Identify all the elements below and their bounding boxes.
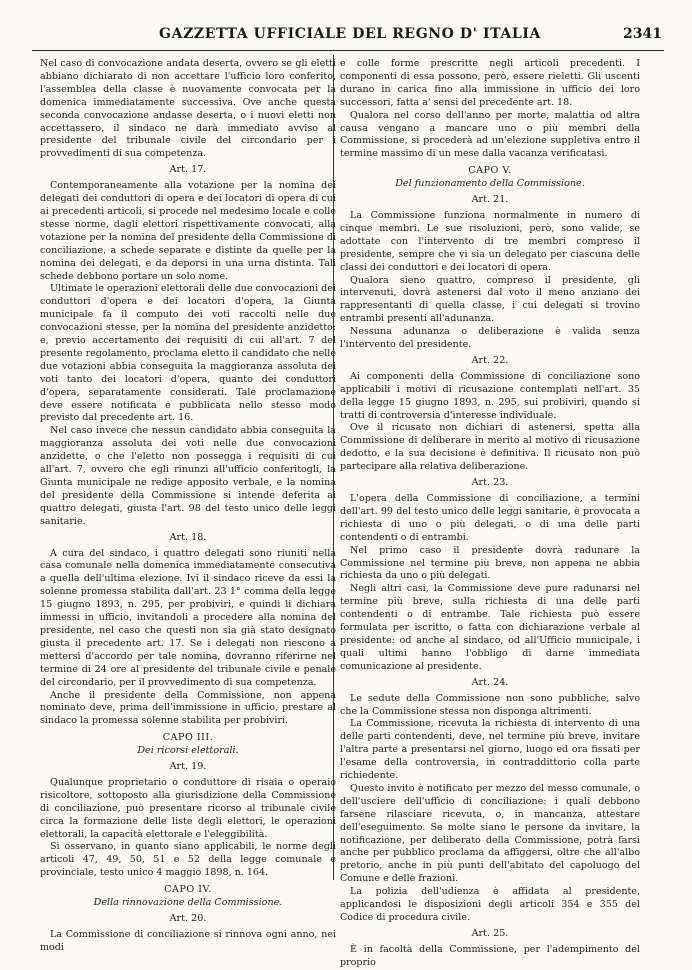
article-heading: Art. 20.: [169, 913, 207, 924]
article-heading: Art. 24.: [471, 676, 509, 688]
paragraph: La Commissione di conciliazione si rinnova ogni anno, nei modi: [40, 928, 336, 953]
paragraph: Nel primo caso il presidente dovrà radunare la Commissione nel termine più breve, non appena ne abbia richiesta da uno o più delegati.: [340, 544, 640, 582]
article-heading: Art. 23.: [471, 477, 509, 489]
article-heading: Art. 19.: [169, 761, 207, 773]
paragraph: Ultimate le operazioni elettorali delle due convocazioni dei conduttori d'opera e dei locatori d'opera, la Giunta municipale fa il computo dei voti raccolti nelle due convocazioni stesse, per la nomina del presidente anzidetto: e, previo accertamento dei requisiti di cui all'art. 7 del presente regolamento, proclama eletto il candidato che nelle due votazioni abbia conseguita la maggioranza assoluta dei voti tanto dei locatori d'opera, quanto dei conduttori d'opera, separatamente considerati. Tale proclamazione deve essere notificata e pubblicata nello stesso modo previsto dal precedente art. 16.: [40, 283, 336, 424]
page-number: 2341: [623, 26, 662, 42]
paragraph: È in facoltà della Commissione, per l'adempimento del proprio: [340, 943, 640, 968]
left-column: [40, 58, 336, 955]
paragraph: Si osservano, in quanto siano applicabili, le norme degli articoli 47, 49, 50, 51 e 52 della legge comunale e provinciale, testo unico 4 maggio 1898, n. 164.: [40, 841, 336, 879]
paragraph: Nessuna adunanza o deliberazione è valida senza l'intervento del presidente.: [340, 326, 640, 351]
paragraph: Contemporaneamente alla votazione per la nomina dei delegati dei conduttori di opera e dei locatori di opera di cui ai precedenti articoli, si procede nel medesimo locale e colle stesse norme, dagli elettori rispettivamente convocati, alla votazione per la nomina del presidente della Commissione di conciliazione, a schede separate e distinte da quelle per la nomina dei delegati, e da deporsi in una urna distinta. Tali schede debbono portare un solo nome.: [40, 180, 336, 282]
paragraph: Nel caso invece che nessun candidato abbia conseguita la maggioranza assoluta dei voti nelle due convocazioni anzidette, o che l'eletto non possegga i requisiti di cui all'art. 7, ovvero che egli rinunzi all'ufficio conferitogli, la Giunta municipale ne redige apposito verbale, e la nomina del presidente della Commissione si intende deferita ai quattro delegati, giusta l'art. 98 del testo unico delle leggi sanitarie.: [40, 425, 336, 527]
paragraph: Qualora sieno quattro, compreso il presidente, gli intervenuti, dovrà astenersi dal voto il meno anziano dei rappresentanti di quella classe, i cui delegati si trovino entrambi presenti all'adunanza.: [340, 274, 640, 325]
paragraph: Negli altri casi, la Commissione deve pure radunarsi nel termine più breve, sulla richiesta di una delle parti contendenti o di entrambe. Tale richiesta può essere formulata per iscritto, o fatta con dichiarazione verbale al presidente: od anche al sindaco, od all'Ufficio municipale, i quali ultimi hanno l'obbligo di darne immediata comunicazione al presidente.: [340, 583, 640, 672]
paragraph: Anche il presidente della Commissione, non appena nominato deve, prima dell'immissione in ufficio, prestare al sindaco la promessa solenne stabilita per probiviri.: [40, 689, 336, 727]
article-heading: Art. 21.: [471, 194, 509, 206]
paragraph: L'opera della Commissione di conciliazione, a termini dell'art. 99 del testo unico delle leggi sanitarie, è provocata a richiesta di uno o più delegati, o di una delle parti contendenti o di entrambi.: [340, 493, 640, 543]
paragraph: Nel caso di convocazione andata deserta, ovvero se gli eletti abbiano dichiarato di non accettare l'ufficio loro conferito, l'assemblea della classe è nuovamente convocata per la domenica immediatamente successiva. Ove anche questa seconda convocazione andasse deserta, o i nuovi eletti non accettassero, il sindaco ne darà immediato avviso al presidente del tribunale civile del circondario per i provvedimenti di sua competenza.: [40, 58, 336, 160]
paragraph: Ai componenti della Commissione di conciliazione sono applicabili i motivi di ricusazione contemplati nell'art. 35 della legge 15 giugno 1893, n. 295, sui probiviri, quando si tratti di controversia d'interesse individuale.: [340, 370, 640, 421]
paragraph: La Commissione, ricevuta la richiesta di intervento di una delle parti contendenti, deve, nel termine più breve, invitare l'altra parte a presentarsi nel giorno, luogo ed ora fissati per l'esame della controversia, in contraddittorio colla parte richiedente.: [340, 718, 640, 782]
chapter-heading: CAPO V.: [468, 165, 512, 177]
gazette-title: GAZZETTA UFFICIALE DEL REGNO D' ITALIA: [159, 26, 541, 42]
paragraph: La Commissione funziona normalmente in numero di cinque membri. Le sue risoluzioni, però, sono valide, se adottate con l'intervento di tre membri compreso il presidente, sempre che vi sia un delegato per ciascuna delle classi dei conduttori e dei locatori di opera.: [340, 209, 640, 273]
right-column: [340, 58, 640, 970]
chapter-heading: CAPO IV.: [164, 884, 212, 896]
article-heading: Art. 17.: [169, 164, 207, 176]
paragraph: e colle forme prescritte negli articoli precedenti. I componenti di essa possono, però, essere rieletti. Gli uscenti durano in carica fino alla immissione in ufficio dei loro successori, fatta a' sensi del precedente art. 18.: [340, 58, 640, 108]
article-heading: Art. 25.: [471, 927, 509, 939]
paragraph: Le sedute della Commissione non sono pubbliche, salvo che la Commissione stessa non disponga altrimenti.: [340, 692, 640, 717]
chapter-heading: CAPO III.: [162, 732, 214, 744]
paragraph: Ove il ricusato non dichiari di astenersi, spetta alla Commissione di deliberare in merito al motivo di ricusazione dedotto, e la sua decisione è definitiva. Il ricusato non può partecipare alla relativa deliberazione.: [340, 422, 640, 473]
chapter-subtitle: Dei ricorsi elettorali.: [137, 745, 239, 757]
paragraph: Questo invito è notificato per mezzo del messo comunale, o dell'usciere dell'ufficio di conciliazione: i quali debbono farsene rilasciare ricevuta, o, in mancanza, attestare dell'eseguimento. Se molte siano le persone da invitare, la notificazione, per deliberato della Commissione, potrà farsi anche per pubblico proclama da affiggersi, oltre che all'albo pretorio, anche in più punti dell'abitato del capoluogo del Comune e delle frazioni.: [340, 782, 640, 885]
header-rule: [32, 50, 664, 51]
article-heading: Art. 18.: [169, 531, 207, 543]
chapter-subtitle: Della rinnovazione della Commissione.: [93, 897, 283, 909]
chapter-subtitle: Del funzionamento della Commissione.: [395, 178, 585, 190]
paragraph: La polizia dell'udienza è affidata al presidente, applicandosi le disposizioni degli articoli 354 e 355 del Codice di procedura civile.: [340, 886, 640, 923]
article-heading: Art. 22.: [471, 354, 509, 366]
paragraph: Qualunque proprietario o conduttore di risaia o operaio risicoltore, sottoposto alla giurisdizione della Commissione di conciliazione, può presentare ricorso al tribunale civile circa la formazione delle liste degli elettori, le operazioni elettorali, la capacità elettorale e l'eleggibilità.: [40, 776, 336, 840]
paragraph: Qualora nel corso dell'anno per morte, malattia od altra causa vengano a mancare uno o più membri della Commissione, si procederà ad un'elezione suppletiva entro il termine massimo di un mese dalla vacanza verificatasi.: [340, 109, 640, 160]
page-header: [38, 26, 662, 48]
paragraph: A cura del sindaco, i quattro delegati sono riuniti nella casa comunale nella domenica immediatamente consecutiva a quella dell'ultima elezione. Ivi il sindaco riceve da essi la solenne promessa stabilita dall'art. 23 1° comma della legge 15 giugno 1893, n. 295, per probiviri, e quindi li dichiara immessi in ufficio, invitandoli a procedere alla nomina del presidente, nel caso che questi non sia già stato designato giusta il precedente art. 17. Se i delegati non riescono a mettersi d'accordo per tale nomina, dovranno riferirne nel termine di 24 ore al presidente del tribunale civile e penale del circondario, per il provvedimento di sua competenza.: [40, 547, 336, 688]
